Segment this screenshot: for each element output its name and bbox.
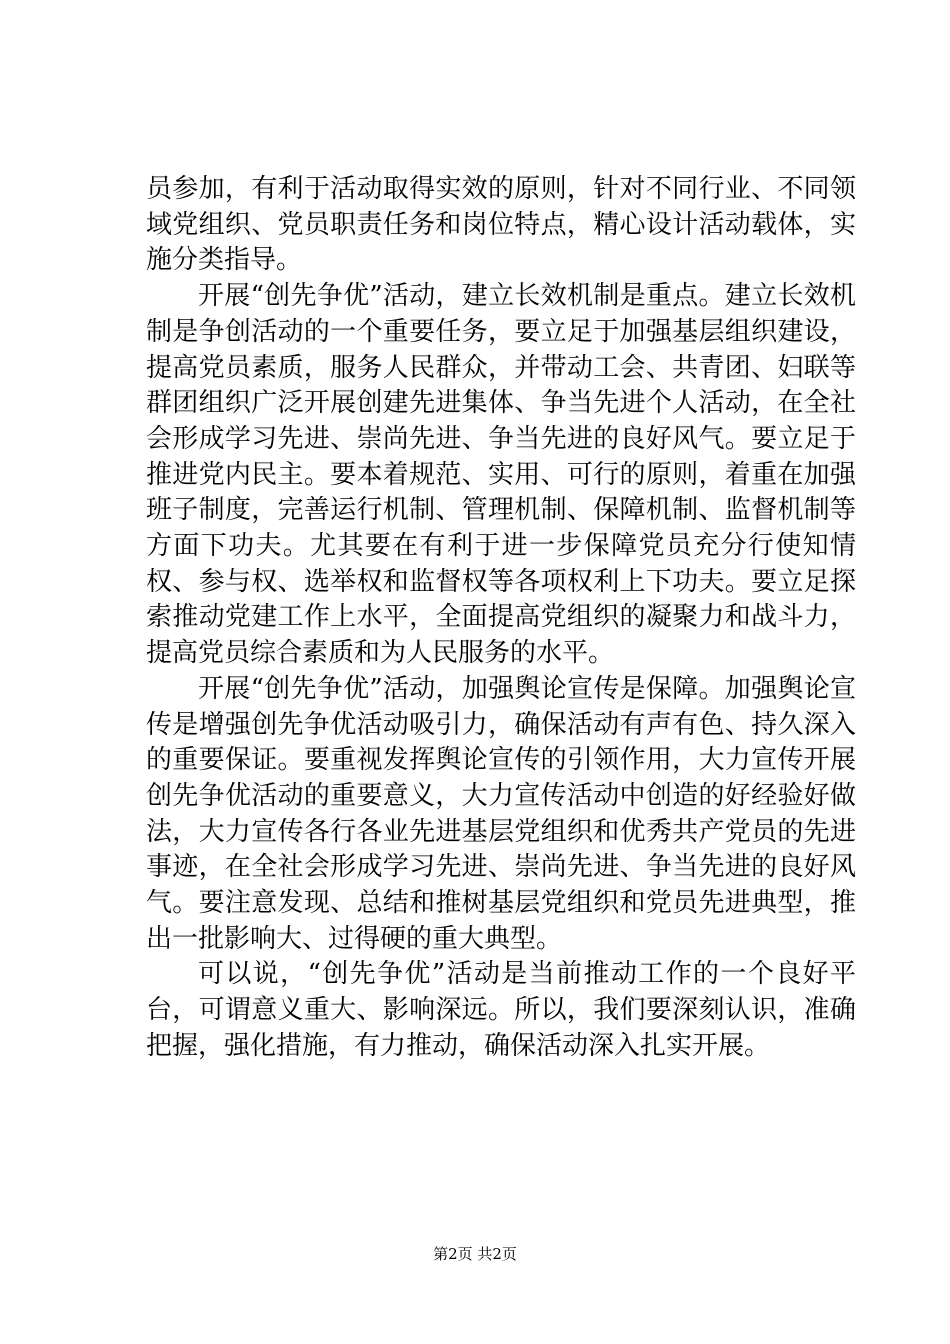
paragraph-conclusion: 可以说，“创先争优”活动是当前推动工作的一个良好平台，可谓意义重大、影响深远。所以，我们要深刻认识，准确把握，强化措施，有力推动，确保活动深入扎实开展。 — [146, 959, 856, 1061]
page-number-label: 第2页 共2页 — [433, 1245, 517, 1263]
paragraph-long-term-mechanism: 开展“创先争优”活动，建立长效机制是重点。建立长效机制是争创活动的一个重要任务，要立足于加强基层组织建设，提高党员素质，服务人民群众，并带动工会、共青团、妇联等群团组织广泛开展创建先进集体、争当先进个人活动，在全社会形成学习先进、崇尚先进、争当先进的良好风气。要立足于推进党内民主。要本着规范、实用、可行的原则，着重在加强班子制度，完善运行机制、管理机制、保障机制、监督机制等方面下功夫。尤其要在有利于进一步保障党员充分行使知情权、参与权、选举权和监督权等各项权利上下功夫。要立足探索推动党建工作上水平，全面提高党组织的凝聚力和战斗力，提高党员综合素质和为人民服务的水平。 — [146, 281, 856, 669]
document-body — [146, 172, 856, 1065]
paragraph-continued: 员参加，有利于活动取得实效的原则，针对不同行业、不同领域党组织、党员职责任务和岗位特点，精心设计活动载体，实施分类指导。 — [146, 174, 856, 276]
paragraph-publicity: 开展“创先争优”活动，加强舆论宣传是保障。加强舆论宣传是增强创先争优活动吸引力，确保活动有声有色、持久深入的重要保证。要重视发挥舆论宣传的引领作用，大力宣传开展创先争优活动的重要意义，大力宣传活动中创造的好经验好做法，大力宣传各行各业先进基层党组织和优秀共产党员的先进事迹，在全社会形成学习先进、崇尚先进、争当先进的良好风气。要注意发现、总结和推树基层党组织和党员先进典型，推出一批影响大、过得硬的重大典型。 — [146, 673, 856, 954]
page-footer — [0, 1244, 950, 1264]
